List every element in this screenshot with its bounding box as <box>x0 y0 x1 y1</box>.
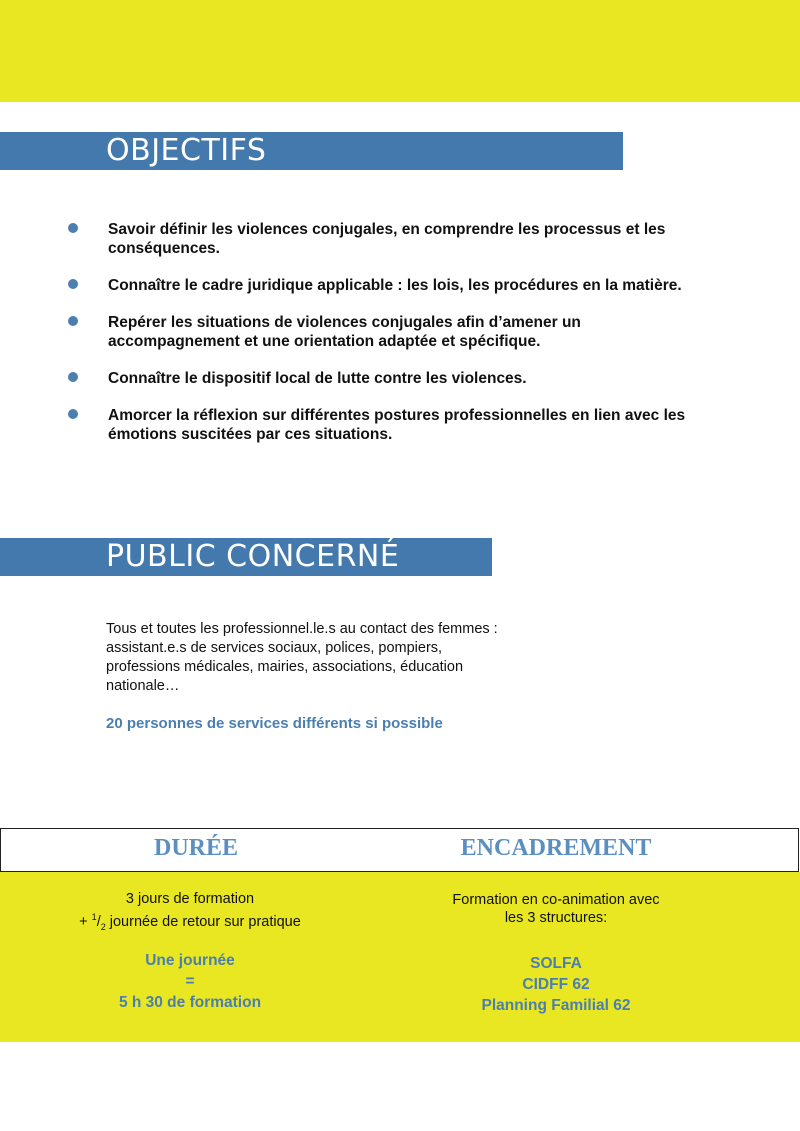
duree-highlight-2: = <box>185 972 195 990</box>
bullet-icon <box>68 223 78 233</box>
bullet-icon <box>68 372 78 382</box>
list-item: Amorcer la réflexion sur différentes postures professionnelles en lien avec les émotions suscitées par ces situations. <box>66 406 686 444</box>
encadrement-title: ENCADREMENT <box>460 835 652 861</box>
list-item: Connaître le cadre juridique applicable : les lois, les procédures en la matière. <box>66 276 686 295</box>
list-item: Connaître le dispositif local de lutte contre les violences. <box>66 369 686 388</box>
list-item: Savoir définir les violences conjugales, en comprendre les processus et les conséquences. <box>66 220 686 258</box>
encadrement-line-1: Formation en co-animation avec <box>452 892 660 908</box>
bullet-icon <box>68 316 78 326</box>
public-heading: PUBLIC CONCERNÉ <box>0 538 492 576</box>
structure-item: SOLFA <box>530 955 582 972</box>
objectifs-list <box>66 220 686 462</box>
top-yellow-band <box>0 0 800 102</box>
public-group-size: 20 personnes de services différents si possible <box>106 715 443 732</box>
bullet-icon <box>68 409 78 419</box>
duree-line-2: + $^1/_2$ journée de retour sur pratique <box>79 912 301 932</box>
structure-item: Planning Familial 62 <box>481 997 631 1014</box>
list-item: Repérer les situations de violences conjugales afin d’amener un accompagnement et une orientation adaptée et spécifique. <box>66 313 686 351</box>
duree-highlight-3: 5 h 30 de formation <box>118 993 262 1011</box>
half-fraction: $^1/_2$ <box>91 912 106 932</box>
encadrement-column <box>400 891 712 1016</box>
info-header-box <box>0 828 799 872</box>
duree-line-1: 3 jours de formation <box>125 891 255 907</box>
duree-title: DURÉE <box>153 835 238 861</box>
duree-column <box>40 890 340 1013</box>
structure-item: CIDFF 62 <box>522 976 590 993</box>
bullet-icon <box>68 279 78 289</box>
encadrement-line-2: les 3 structures: <box>504 910 608 926</box>
public-description: Tous et toutes les professionnel.le.s au contact des femmes : assistant.e.s de services sociaux, polices, pompiers, professions médicales, mairies, associations, éducation nationale… <box>106 621 498 694</box>
duree-highlight-1: Une journée <box>145 951 235 969</box>
objectifs-heading: OBJECTIFS <box>0 132 623 170</box>
